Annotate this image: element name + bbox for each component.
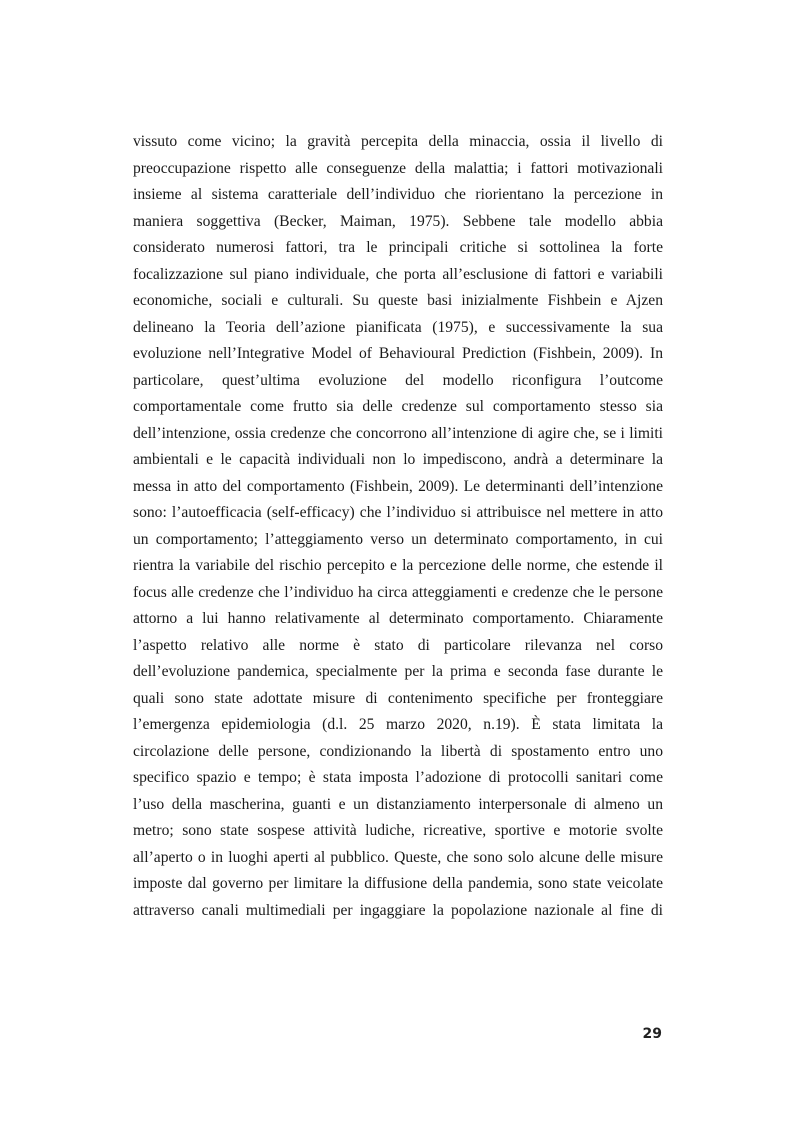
text-line: dell’intenzione, ossia credenze che concorrono all’intenzione di agire che, se i limiti bbox=[133, 424, 663, 442]
text-line: economiche, sociali e culturali. Su queste basi inizialmente Fishbein e Ajzen bbox=[133, 292, 663, 309]
text-line: circolazione delle persone, condizionando la libertà di spostamento entro uno bbox=[133, 742, 663, 760]
text-line: un comportamento; l’atteggiamento verso un determinato comportamento, in cui bbox=[133, 530, 663, 548]
body-paragraph bbox=[133, 129, 663, 924]
text-line: considerato numerosi fattori, tra le principali critiche si sottolinea la forte bbox=[133, 239, 663, 256]
text-line: l’emergenza epidemiologia (d.l. 25 marzo 2020, n.19). È stata limitata la bbox=[133, 716, 663, 733]
text-line: insieme al sistema caratteriale dell’individuo che riorientano la percezione in bbox=[133, 186, 663, 203]
text-line: focus alle credenze che l’individuo ha circa atteggiamenti e credenze che le persone bbox=[133, 583, 663, 601]
text-line: maniera soggettiva (Becker, Maiman, 1975). Sebbene tale modello abbia bbox=[133, 212, 663, 230]
page-number: 29 bbox=[642, 1026, 662, 1042]
text-line: comportamentale come frutto sia delle credenze sul comportamento stesso sia bbox=[133, 398, 663, 415]
text-line: specifico spazio e tempo; è stata imposta l’adozione di protocolli sanitari come bbox=[133, 769, 663, 786]
text-line: attraverso canali multimediali per ingaggiare la popolazione nazionale al fine di bbox=[133, 901, 663, 919]
text-line: attorno a lui hanno relativamente al determinato comportamento. Chiaramente bbox=[133, 610, 663, 627]
text-line: sono: l’autoefficacia (self-efficacy) che l’individuo si attribuisce nel mettere in atto bbox=[133, 504, 663, 521]
text-line: metro; sono state sospese attività ludiche, ricreative, sportive e motorie svolte bbox=[133, 822, 663, 839]
text-line: particolare, quest’ultima evoluzione del modello riconfigura l’outcome bbox=[133, 371, 663, 389]
text-line: focalizzazione sul piano individuale, che porta all’esclusione di fattori e variabili bbox=[133, 265, 663, 283]
text-line: messa in atto del comportamento (Fishbein, 2009). Le determinanti dell’intenzione bbox=[133, 477, 663, 495]
text-line: ambientali e le capacità individuali non lo impediscono, andrà a determinare la bbox=[133, 451, 663, 468]
text-line: all’aperto o in luoghi aperti al pubblico. Queste, che sono solo alcune delle misure bbox=[133, 848, 663, 866]
text-line: rientra la variabile del rischio percepito e la percezione delle norme, che estende il bbox=[133, 557, 663, 574]
text-line: quali sono state adottate misure di contenimento specifiche per fronteggiare bbox=[133, 689, 663, 707]
text-line: vissuto come vicino; la gravità percepita della minaccia, ossia il livello di bbox=[133, 133, 663, 150]
text-line: l’uso della mascherina, guanti e un distanziamento interpersonale di almeno un bbox=[133, 795, 663, 813]
text-line: dell’evoluzione pandemica, specialmente per la prima e seconda fase durante le bbox=[133, 663, 663, 680]
text-line: preoccupazione rispetto alle conseguenze della malattia; i fattori motivazionali bbox=[133, 159, 663, 177]
text-line: imposte dal governo per limitare la diffusione della pandemia, sono state veicolate bbox=[133, 875, 663, 892]
text-line: evoluzione nell’Integrative Model of Behavioural Prediction (Fishbein, 2009). In bbox=[133, 345, 663, 362]
text-line: l’aspetto relativo alle norme è stato di particolare rilevanza nel corso bbox=[133, 636, 663, 654]
text-line: delineano la Teoria dell’azione pianificata (1975), e successivamente la sua bbox=[133, 318, 663, 336]
